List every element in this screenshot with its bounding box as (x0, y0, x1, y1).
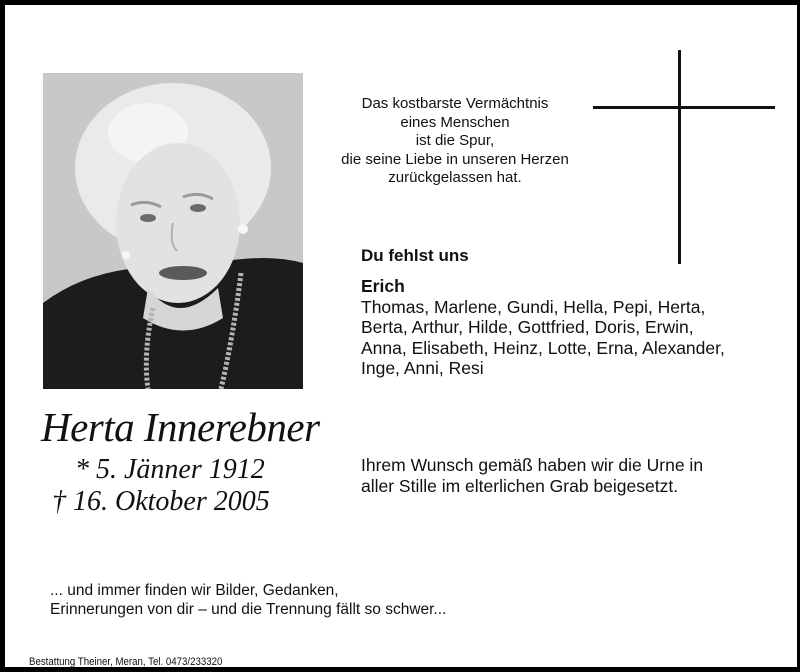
quote-line: zurückgelassen hat. (388, 169, 522, 186)
portrait-image (43, 73, 303, 389)
missed-heading: Du fehlst uns (361, 246, 469, 265)
memorial-quote (305, 95, 605, 188)
portrait-photo (43, 73, 303, 389)
urn-line: aller Stille im elterlichen Grab beigesetzt. (361, 475, 679, 496)
death-date: † 16. Oktober 2005 (52, 486, 270, 517)
birth-date: * 5. Jänner 1912 (75, 454, 265, 485)
mourner-lead: Erich (361, 276, 405, 296)
quote-line: Das kostbarste Vermächtnis (361, 95, 549, 112)
closing-line: ... und immer finden wir Bilder, Gedanken, (50, 582, 339, 599)
mourner-line: Anna, Elisabeth, Heinz, Lotte, Erna, Alexander, (361, 337, 725, 358)
mourners-list (361, 276, 791, 379)
quote-line: eines Menschen (400, 113, 510, 131)
mourner-line: Berta, Arthur, Hilde, Gottfried, Doris, Erwin, (361, 317, 694, 337)
funeral-home-footer: Bestattung Theiner, Meran, Tel. 0473/233320 (29, 656, 223, 668)
urn-line: Ihrem Wunsch gemäß haben wir die Urne in (361, 455, 704, 475)
closing-text (50, 582, 550, 619)
quote-line: die seine Liebe in unseren Herzen (341, 150, 569, 168)
mourner-line: Thomas, Marlene, Gundi, Hella, Pepi, Herta, (361, 296, 706, 317)
quote-line: ist die Spur, (415, 132, 495, 149)
closing-line: Erinnerungen von dir – und die Trennung fällt so schwer... (50, 600, 447, 618)
deceased-name: Herta Innerebner (41, 404, 320, 450)
cross-vertical-bar (678, 50, 681, 264)
cross-horizontal-bar (593, 106, 775, 109)
urn-notice (361, 455, 791, 496)
mourner-line: Inge, Anni, Resi (361, 358, 484, 378)
